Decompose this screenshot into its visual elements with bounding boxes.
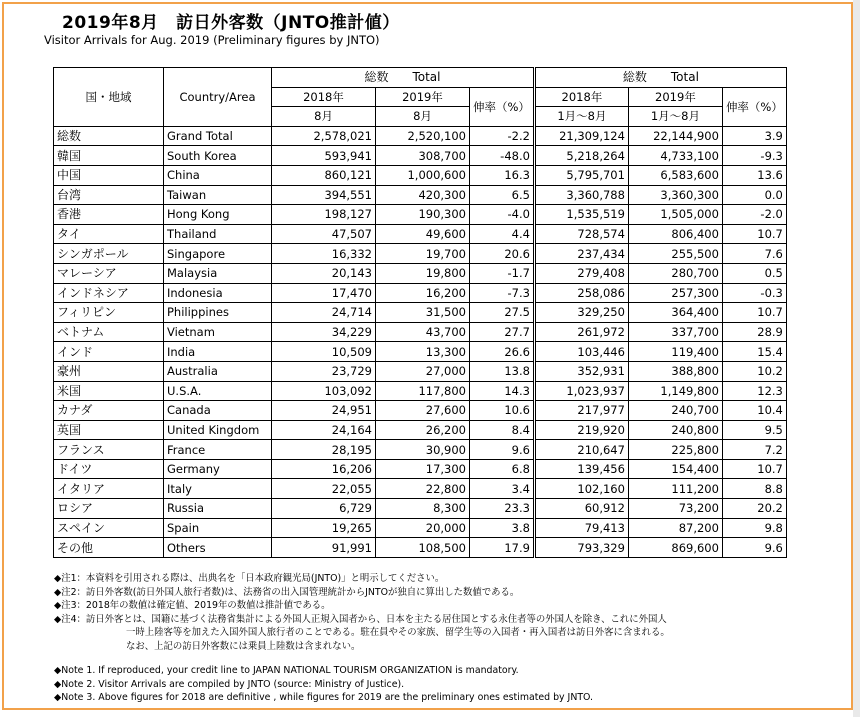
cell-ytd-2018: 102,160 — [534, 479, 628, 499]
cell-ytd-growth: 7.2 — [722, 440, 786, 460]
cell-region-en: Spain — [164, 518, 272, 538]
cell-region-jp: インド — [54, 342, 164, 362]
cell-aug-growth: 26.6 — [470, 342, 535, 362]
table-row — [54, 146, 787, 166]
cell-ytd-growth: 3.9 — [722, 126, 786, 146]
cell-ytd-growth: -9.3 — [722, 146, 786, 166]
cell-region-jp: 英国 — [54, 420, 164, 440]
cell-aug-2018: 198,127 — [272, 205, 376, 225]
cell-ytd-growth: 8.8 — [722, 479, 786, 499]
cell-ytd-2019: 255,500 — [628, 244, 722, 264]
header-2019-aug-year: 2019年 — [376, 87, 470, 107]
header-2019-ytd-year: 2019年 — [628, 87, 722, 107]
cell-ytd-2018: 60,912 — [534, 499, 628, 519]
cell-aug-2018: 394,551 — [272, 185, 376, 205]
cell-ytd-2018: 1,535,519 — [534, 205, 628, 225]
cell-region-en: Thailand — [164, 224, 272, 244]
table-row — [54, 224, 787, 244]
cell-aug-2019: 13,300 — [376, 342, 470, 362]
table-row — [54, 126, 787, 146]
table-row — [54, 401, 787, 421]
table-row — [54, 244, 787, 264]
cell-region-en: Vietnam — [164, 322, 272, 342]
cell-aug-2019: 22,800 — [376, 479, 470, 499]
cell-ytd-2019: 869,600 — [628, 538, 722, 558]
table-row — [54, 479, 787, 499]
cell-aug-growth: 16.3 — [470, 165, 535, 185]
cell-aug-2018: 16,206 — [272, 459, 376, 479]
cell-ytd-2018: 1,023,937 — [534, 381, 628, 401]
table-row — [54, 205, 787, 225]
cell-region-jp: スペイン — [54, 518, 164, 538]
cell-ytd-2019: 225,800 — [628, 440, 722, 460]
cell-ytd-2019: 119,400 — [628, 342, 722, 362]
cell-aug-2019: 8,300 — [376, 499, 470, 519]
cell-ytd-2019: 87,200 — [628, 518, 722, 538]
page-subtitle: Visitor Arrivals for Aug. 2019 (Preliminary figures by JNTO) — [44, 33, 380, 47]
cell-aug-growth: -48.0 — [470, 146, 535, 166]
cell-ytd-2019: 4,733,100 — [628, 146, 722, 166]
cell-ytd-2019: 257,300 — [628, 283, 722, 303]
cell-aug-2018: 24,951 — [272, 401, 376, 421]
cell-aug-2019: 2,520,100 — [376, 126, 470, 146]
table-row — [54, 361, 787, 381]
cell-aug-2019: 27,000 — [376, 361, 470, 381]
header-2018-aug-month: 8月 — [272, 107, 376, 127]
cell-ytd-growth: 10.4 — [722, 401, 786, 421]
table-row — [54, 499, 787, 519]
cell-aug-growth: 17.9 — [470, 538, 535, 558]
cell-aug-2018: 16,332 — [272, 244, 376, 264]
note-jp-1: ◆注1：本資料を引用される際は、出典名を「日本政府観光局(JNTO)」と明示してください。 — [54, 573, 445, 584]
cell-aug-2018: 593,941 — [272, 146, 376, 166]
cell-ytd-2018: 261,972 — [534, 322, 628, 342]
cell-aug-growth: 20.6 — [470, 244, 535, 264]
cell-ytd-2019: 388,800 — [628, 361, 722, 381]
cell-ytd-2019: 337,700 — [628, 322, 722, 342]
cell-ytd-growth: 15.4 — [722, 342, 786, 362]
cell-aug-2019: 308,700 — [376, 146, 470, 166]
note-en-2: ◆Note 2. Visitor Arrivals are compiled by JNTO (source: Ministry of Justice). — [54, 678, 405, 690]
cell-region-en: Italy — [164, 479, 272, 499]
table-row — [54, 322, 787, 342]
table-row — [54, 538, 787, 558]
cell-ytd-2019: 111,200 — [628, 479, 722, 499]
cell-aug-2019: 30,900 — [376, 440, 470, 460]
cell-ytd-2019: 73,200 — [628, 499, 722, 519]
cell-region-en: U.S.A. — [164, 381, 272, 401]
cell-ytd-growth: 9.6 — [722, 538, 786, 558]
cell-aug-2018: 6,729 — [272, 499, 376, 519]
header-2019-aug-month: 8月 — [376, 107, 470, 127]
cell-ytd-growth: -0.3 — [722, 283, 786, 303]
cell-aug-2018: 860,121 — [272, 165, 376, 185]
page-title: 2019年8月 訪日外客数（JNTO推計値） — [62, 13, 400, 33]
cell-region-en: Russia — [164, 499, 272, 519]
cell-aug-2019: 20,000 — [376, 518, 470, 538]
cell-aug-2019: 16,200 — [376, 283, 470, 303]
cell-region-en: Canada — [164, 401, 272, 421]
cell-ytd-growth: 20.2 — [722, 499, 786, 519]
cell-ytd-2019: 806,400 — [628, 224, 722, 244]
cell-region-jp: ロシア — [54, 499, 164, 519]
header-region-en: Country/Area — [164, 68, 272, 127]
cell-aug-2018: 47,507 — [272, 224, 376, 244]
cell-aug-growth: 3.4 — [470, 479, 535, 499]
cell-aug-2018: 10,509 — [272, 342, 376, 362]
cell-aug-2019: 26,200 — [376, 420, 470, 440]
cell-region-jp: 豪州 — [54, 361, 164, 381]
cell-ytd-2018: 3,360,788 — [534, 185, 628, 205]
cell-ytd-2019: 280,700 — [628, 263, 722, 283]
cell-ytd-2018: 219,920 — [534, 420, 628, 440]
cell-ytd-2018: 728,574 — [534, 224, 628, 244]
cell-region-jp: 中国 — [54, 165, 164, 185]
notes-english — [54, 664, 593, 705]
cell-aug-growth: 23.3 — [470, 499, 535, 519]
note-jp-2: ◆注2：訪日外客数(訪日外国人旅行者数)は、法務省の出入国管理統計からJNTOが独自に算出した数値である。 — [54, 586, 520, 598]
cell-ytd-2019: 22,144,900 — [628, 126, 722, 146]
cell-region-en: Hong Kong — [164, 205, 272, 225]
cell-aug-2019: 19,800 — [376, 263, 470, 283]
cell-region-en: China — [164, 165, 272, 185]
header-growth-aug: 伸率（%） — [470, 87, 535, 126]
cell-aug-growth: -7.3 — [470, 283, 535, 303]
cell-aug-2019: 31,500 — [376, 303, 470, 323]
cell-aug-growth: -4.0 — [470, 205, 535, 225]
cell-ytd-growth: 12.3 — [722, 381, 786, 401]
cell-aug-2019: 190,300 — [376, 205, 470, 225]
cell-ytd-growth: 10.7 — [722, 459, 786, 479]
cell-aug-growth: 4.4 — [470, 224, 535, 244]
scrollbar[interactable] — [853, 0, 860, 717]
cell-aug-2019: 19,700 — [376, 244, 470, 264]
cell-aug-2019: 43,700 — [376, 322, 470, 342]
note-jp-4: ◆注4：訪日外客とは、国籍に基づく法務省集計による外国人正規入国者から、日本を主たる居住国とする永住者等の外国人を除き、これに外国人 — [54, 613, 667, 625]
cell-aug-2019: 17,300 — [376, 459, 470, 479]
cell-region-jp: ベトナム — [54, 322, 164, 342]
cell-ytd-2018: 5,795,701 — [534, 165, 628, 185]
cell-region-en: Germany — [164, 459, 272, 479]
cell-aug-2018: 20,143 — [272, 263, 376, 283]
table-row — [54, 342, 787, 362]
cell-ytd-2018: 79,413 — [534, 518, 628, 538]
cell-region-en: France — [164, 440, 272, 460]
table-row — [54, 185, 787, 205]
table-row — [54, 518, 787, 538]
cell-ytd-growth: 10.2 — [722, 361, 786, 381]
note-en-1: ◆Note 1. If reproduced, your credit line to JAPAN NATIONAL TOURISM ORGANIZATION is mandatory. — [54, 665, 519, 676]
cell-ytd-2018: 5,218,264 — [534, 146, 628, 166]
cell-region-en: Philippines — [164, 303, 272, 323]
cell-aug-2018: 2,578,021 — [272, 126, 376, 146]
cell-aug-growth: 27.5 — [470, 303, 535, 323]
cell-ytd-2019: 3,360,300 — [628, 185, 722, 205]
cell-region-jp: マレーシア — [54, 263, 164, 283]
cell-aug-growth: 13.8 — [470, 361, 535, 381]
cell-aug-2018: 22,055 — [272, 479, 376, 499]
cell-aug-2019: 108,500 — [376, 538, 470, 558]
header-region-jp: 国・地域 — [54, 68, 164, 127]
cell-region-jp: タイ — [54, 224, 164, 244]
cell-ytd-growth: 28.9 — [722, 322, 786, 342]
cell-ytd-2019: 1,149,800 — [628, 381, 722, 401]
table-row — [54, 459, 787, 479]
cell-aug-growth: 27.7 — [470, 322, 535, 342]
header-2019-ytd-months: 1月～8月 — [628, 107, 722, 127]
header-total-ytd: 総数 Total — [534, 68, 786, 88]
cell-region-jp: 韓国 — [54, 146, 164, 166]
cell-ytd-2019: 154,400 — [628, 459, 722, 479]
cell-ytd-growth: 10.7 — [722, 303, 786, 323]
table-row — [54, 420, 787, 440]
header-2018-ytd-months: 1月～8月 — [534, 107, 628, 127]
cell-aug-2019: 117,800 — [376, 381, 470, 401]
cell-aug-growth: -1.7 — [470, 263, 535, 283]
cell-region-jp: インドネシア — [54, 283, 164, 303]
cell-aug-2019: 27,600 — [376, 401, 470, 421]
cell-ytd-2018: 237,434 — [534, 244, 628, 264]
cell-aug-growth: 6.5 — [470, 185, 535, 205]
header-2018-ytd-year: 2018年 — [534, 87, 628, 107]
cell-aug-2018: 24,164 — [272, 420, 376, 440]
table-row — [54, 440, 787, 460]
cell-aug-growth: 10.6 — [470, 401, 535, 421]
cell-region-jp: フィリピン — [54, 303, 164, 323]
cell-ytd-growth: -2.0 — [722, 205, 786, 225]
cell-ytd-2018: 352,931 — [534, 361, 628, 381]
cell-region-en: Malaysia — [164, 263, 272, 283]
cell-ytd-2019: 1,505,000 — [628, 205, 722, 225]
table-row — [54, 165, 787, 185]
cell-aug-2018: 103,092 — [272, 381, 376, 401]
cell-region-jp: 香港 — [54, 205, 164, 225]
cell-aug-2018: 34,229 — [272, 322, 376, 342]
cell-ytd-growth: 13.6 — [722, 165, 786, 185]
cell-ytd-2019: 240,700 — [628, 401, 722, 421]
table-row — [54, 263, 787, 283]
cell-ytd-growth: 9.5 — [722, 420, 786, 440]
note-jp-4-cont1: 一時上陸客等を加えた入国外国人旅行者のことである。駐在員やその家族、留学生等の入国者・再入国者は訪日外客に含まれる。 — [126, 627, 670, 639]
cell-ytd-2018: 329,250 — [534, 303, 628, 323]
cell-aug-growth: 3.8 — [470, 518, 535, 538]
cell-region-en: Others — [164, 538, 272, 558]
cell-region-en: Singapore — [164, 244, 272, 264]
cell-ytd-growth: 9.8 — [722, 518, 786, 538]
note-jp-3: ◆注3：2018年の数値は確定値、2019年の数値は推計値である。 — [54, 600, 331, 612]
cell-aug-2019: 49,600 — [376, 224, 470, 244]
cell-ytd-2019: 240,800 — [628, 420, 722, 440]
table-row — [54, 283, 787, 303]
cell-aug-growth: 8.4 — [470, 420, 535, 440]
cell-region-jp: 米国 — [54, 381, 164, 401]
cell-ytd-2018: 279,408 — [534, 263, 628, 283]
cell-aug-2018: 23,729 — [272, 361, 376, 381]
cell-aug-growth: -2.2 — [470, 126, 535, 146]
cell-aug-2018: 17,470 — [272, 283, 376, 303]
cell-region-en: Grand Total — [164, 126, 272, 146]
cell-region-jp: ドイツ — [54, 459, 164, 479]
cell-region-jp: 総数 — [54, 126, 164, 146]
cell-ytd-2018: 103,446 — [534, 342, 628, 362]
cell-region-jp: イタリア — [54, 479, 164, 499]
cell-ytd-2018: 258,086 — [534, 283, 628, 303]
cell-aug-2019: 1,000,600 — [376, 165, 470, 185]
note-jp-4-cont2: なお、上記の訪日外客数には乗員上陸数は含まれない。 — [126, 640, 361, 652]
cell-region-en: United Kingdom — [164, 420, 272, 440]
cell-region-jp: その他 — [54, 538, 164, 558]
cell-region-en: South Korea — [164, 146, 272, 166]
header-2018-aug-year: 2018年 — [272, 87, 376, 107]
table-row — [54, 381, 787, 401]
cell-ytd-growth: 10.7 — [722, 224, 786, 244]
cell-region-en: Taiwan — [164, 185, 272, 205]
cell-ytd-growth: 0.0 — [722, 185, 786, 205]
cell-aug-2018: 91,991 — [272, 538, 376, 558]
cell-region-jp: シンガポール — [54, 244, 164, 264]
cell-ytd-2018: 217,977 — [534, 401, 628, 421]
header-total-aug: 総数 Total — [272, 68, 535, 88]
cell-region-en: India — [164, 342, 272, 362]
cell-region-en: Australia — [164, 361, 272, 381]
table-body — [54, 126, 787, 557]
cell-ytd-2018: 139,456 — [534, 459, 628, 479]
cell-aug-growth: 6.8 — [470, 459, 535, 479]
cell-region-jp: フランス — [54, 440, 164, 460]
cell-ytd-growth: 7.6 — [722, 244, 786, 264]
cell-aug-2019: 420,300 — [376, 185, 470, 205]
notes-japanese — [54, 572, 670, 654]
cell-aug-growth: 14.3 — [470, 381, 535, 401]
cell-region-jp: カナダ — [54, 401, 164, 421]
cell-ytd-2019: 364,400 — [628, 303, 722, 323]
cell-region-jp: 台湾 — [54, 185, 164, 205]
note-en-3: ◆Note 3. Above figures for 2018 are definitive , while figures for 2019 are the preliminary ones estimated by JNTO. — [54, 692, 594, 704]
cell-ytd-2019: 6,583,600 — [628, 165, 722, 185]
visitor-arrivals-table — [53, 67, 787, 558]
table-row — [54, 303, 787, 323]
cell-aug-2018: 28,195 — [272, 440, 376, 460]
cell-ytd-2018: 210,647 — [534, 440, 628, 460]
cell-aug-growth: 9.6 — [470, 440, 535, 460]
cell-aug-2018: 24,714 — [272, 303, 376, 323]
cell-ytd-growth: 0.5 — [722, 263, 786, 283]
cell-aug-2018: 19,265 — [272, 518, 376, 538]
cell-region-en: Indonesia — [164, 283, 272, 303]
cell-ytd-2018: 793,329 — [534, 538, 628, 558]
header-growth-ytd: 伸率（%） — [722, 87, 786, 126]
cell-ytd-2018: 21,309,124 — [534, 126, 628, 146]
